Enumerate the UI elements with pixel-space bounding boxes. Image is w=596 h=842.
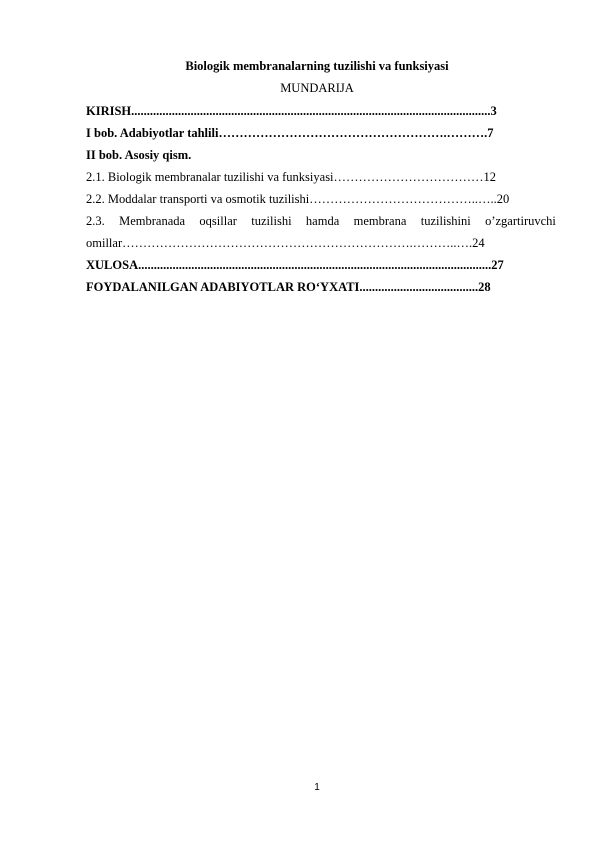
toc-word: tuzilishini [420, 214, 471, 228]
table-of-contents [86, 104, 556, 302]
toc-entry-references: FOYDALANILGAN ADABIYOTLAR RO‘YXATI......................................28 [86, 280, 491, 294]
page-number: 1 [314, 782, 320, 793]
toc-entry-introduction: KIRISH...................................................................................................................3 [86, 104, 497, 118]
toc-entry-section-2-3 [86, 214, 556, 236]
toc-word: membrana [353, 214, 407, 228]
toc-entry-section-2-3-continued: omillar…………………………………………………………….………..….24 [86, 236, 485, 250]
toc-heading: MUNDARIJA [280, 81, 354, 95]
toc-entry-section-2-1: 2.1. Biologik membranalar tuzilishi va funksiyasi………………………………12 [86, 170, 497, 184]
toc-word: oqsillar [199, 214, 237, 228]
toc-entry-section-2-2: 2.2. Moddalar transporti va osmotik tuzilishi…………………………………..…..20 [86, 192, 510, 206]
toc-word: Membranada [119, 214, 186, 228]
toc-entry-conclusion: XULOSA.................................................................................................................27 [86, 258, 504, 272]
toc-word: o’zgartiruvchi [485, 214, 556, 228]
document-title: Biologik membranalarning tuzilishi va funksiyasi [185, 59, 449, 73]
toc-word: tuzilishi [251, 214, 292, 228]
toc-word: hamda [305, 214, 340, 228]
toc-entry-chapter-1: I bob. Adabiyotlar tahlili……………………………………………….……….7 [86, 126, 494, 140]
toc-word: 2.3. [86, 214, 105, 228]
toc-entry-chapter-2: II bob. Asosiy qism. [86, 148, 192, 162]
